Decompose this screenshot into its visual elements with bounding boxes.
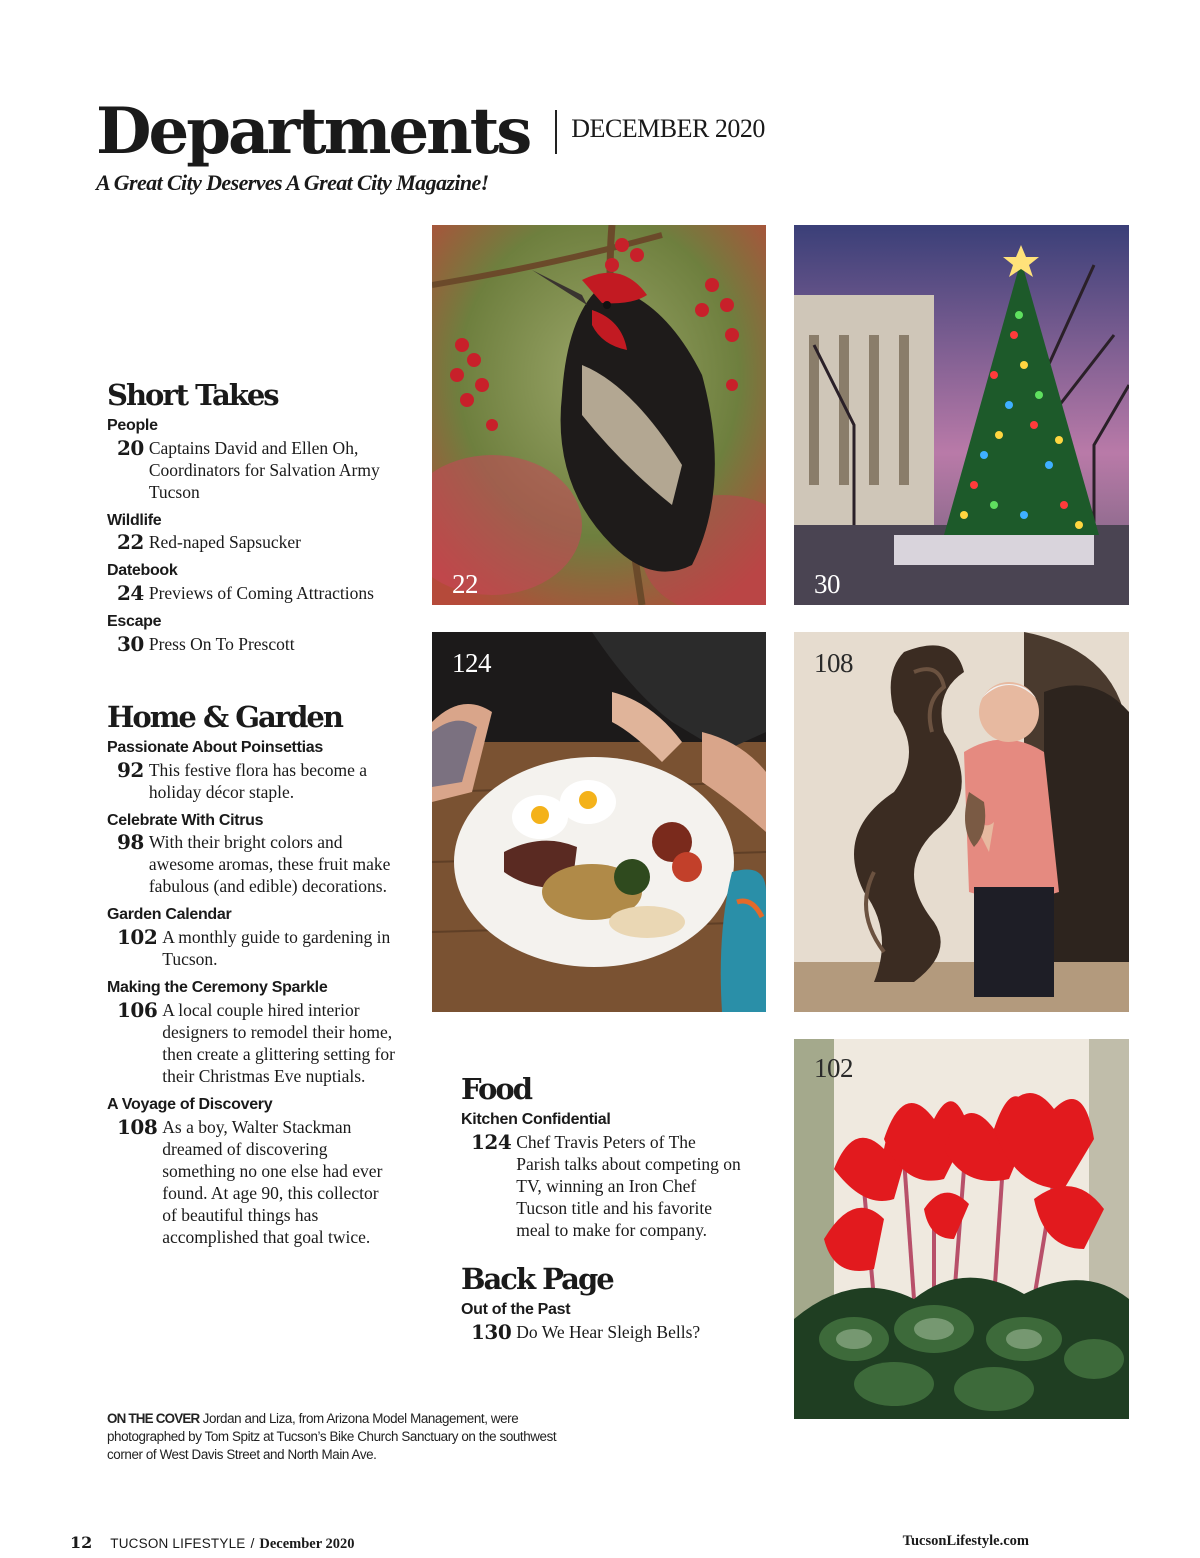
section-home-garden bbox=[107, 702, 397, 1248]
toc-entry[interactable] bbox=[117, 633, 407, 655]
section-back-page bbox=[461, 1264, 741, 1343]
page-folio: 12 bbox=[70, 1533, 93, 1552]
toc-entry[interactable] bbox=[117, 926, 397, 970]
photo-christmas-tree[interactable] bbox=[794, 225, 1129, 605]
department-label: Celebrate With Citrus bbox=[107, 811, 264, 829]
section-heading: Home & Garden bbox=[107, 700, 342, 734]
sapsucker-image bbox=[432, 225, 766, 605]
photo-page-number: 108 bbox=[814, 648, 853, 678]
entry-description: Red-naped Sapsucker bbox=[148, 532, 301, 553]
meal-image bbox=[432, 632, 766, 1012]
photo-page-number: 30 bbox=[814, 569, 840, 599]
toc-entry[interactable] bbox=[471, 1131, 741, 1241]
page-number: 24 bbox=[117, 581, 144, 606]
section-short-takes bbox=[107, 380, 407, 655]
department-label: A Voyage of Discovery bbox=[107, 1096, 273, 1114]
footer-separator: / bbox=[250, 1535, 255, 1551]
department-label: Making the Ceremony Sparkle bbox=[107, 979, 328, 997]
section-heading: Food bbox=[461, 1072, 531, 1106]
entry-description: Do We Hear Sleigh Bells? bbox=[516, 1321, 701, 1342]
entry-description: Previews of Coming Attractions bbox=[148, 583, 374, 604]
publication-date: December 2020 bbox=[259, 1536, 355, 1552]
toc-entry[interactable] bbox=[117, 582, 407, 604]
page-number: 106 bbox=[117, 998, 158, 1023]
page-number: 124 bbox=[471, 1129, 512, 1154]
collector-image bbox=[794, 632, 1129, 1012]
cover-note bbox=[107, 1410, 577, 1464]
toc-entry[interactable] bbox=[117, 531, 407, 553]
publication-name: TUCSON LIFESTYLE bbox=[110, 1536, 246, 1551]
entry-description: With their bright colors and awesome aromas, these fruit make fabulous (and edible) decorations. bbox=[148, 832, 391, 897]
cyclamen-image bbox=[794, 1039, 1129, 1419]
entry-description: Press On To Prescott bbox=[148, 634, 295, 655]
toc-entry[interactable] bbox=[117, 831, 397, 897]
department-label: People bbox=[107, 416, 158, 434]
department-label: Datebook bbox=[107, 562, 178, 580]
page-number: 108 bbox=[117, 1114, 158, 1139]
issue-date: DECEMBER 2020 bbox=[571, 114, 765, 143]
footer-left bbox=[70, 1533, 355, 1553]
department-label: Out of the Past bbox=[461, 1300, 571, 1318]
page-title: Departments bbox=[96, 94, 530, 169]
section-heading: Short Takes bbox=[107, 378, 278, 412]
toc-entry[interactable] bbox=[117, 1116, 397, 1248]
toc-entry[interactable] bbox=[117, 759, 397, 803]
toc-entry[interactable] bbox=[117, 999, 397, 1087]
entry-description: Chef Travis Peters of The Parish talks about competing on TV, winning an Iron Chef Tucson title and his favorite meal to make for company. bbox=[516, 1131, 741, 1240]
page-number: 102 bbox=[117, 925, 158, 950]
cover-note-text: Jordan and Liza, from Arizona Model Management, were photographed by Tom Spitz at Tucson’s Bike Church Sanctuary on the southwest corner of West Davis Street and North Main Ave. bbox=[107, 1411, 557, 1462]
department-label: Kitchen Confidential bbox=[461, 1110, 611, 1128]
entry-description: A monthly guide to gardening in Tucson. bbox=[162, 927, 391, 970]
page-number: 30 bbox=[117, 632, 144, 657]
christmas-tree-image bbox=[794, 225, 1129, 605]
department-label: Wildlife bbox=[107, 511, 162, 529]
section-heading: Back Page bbox=[461, 1262, 613, 1296]
photo-chef-meal[interactable] bbox=[432, 632, 766, 1012]
photo-collector[interactable] bbox=[794, 632, 1129, 1012]
photo-page-number: 22 bbox=[452, 569, 478, 599]
page-number: 20 bbox=[117, 435, 144, 460]
page-number: 22 bbox=[117, 530, 144, 555]
masthead bbox=[96, 84, 765, 169]
page-number: 92 bbox=[117, 757, 144, 782]
tagline: A Great City Deserves A Great City Magazine! bbox=[96, 170, 489, 195]
toc-entry[interactable] bbox=[471, 1321, 741, 1343]
department-label: Passionate About Poinsettias bbox=[107, 738, 323, 756]
photo-page-number: 124 bbox=[452, 648, 491, 678]
photo-page-number: 102 bbox=[814, 1053, 853, 1083]
website-link[interactable]: TucsonLifestyle.com bbox=[902, 1533, 1029, 1549]
section-food bbox=[461, 1074, 741, 1241]
entry-description: A local couple hired interior designers to remodel their home, then create a glittering setting for their Christmas Eve nuptials. bbox=[162, 1000, 396, 1087]
toc-entry[interactable] bbox=[117, 437, 407, 503]
department-label: Garden Calendar bbox=[107, 906, 232, 924]
entry-description: As a boy, Walter Stackman dreamed of discovering something no one else had ever found. At age 90, this collector of beautiful things has accomplished that goal twice. bbox=[162, 1116, 383, 1247]
page-number: 98 bbox=[117, 830, 144, 855]
page-number: 130 bbox=[471, 1319, 512, 1344]
cover-note-label: ON THE COVER bbox=[107, 1411, 200, 1426]
department-label: Escape bbox=[107, 613, 162, 631]
entry-description: This festive flora has become a holiday décor staple. bbox=[148, 759, 368, 802]
photo-cyclamen[interactable] bbox=[794, 1039, 1129, 1419]
title-divider bbox=[555, 110, 557, 154]
entry-description: Captains David and Ellen Oh, Coordinators for Salvation Army Tucson bbox=[148, 437, 380, 502]
photo-sapsucker[interactable] bbox=[432, 225, 766, 605]
